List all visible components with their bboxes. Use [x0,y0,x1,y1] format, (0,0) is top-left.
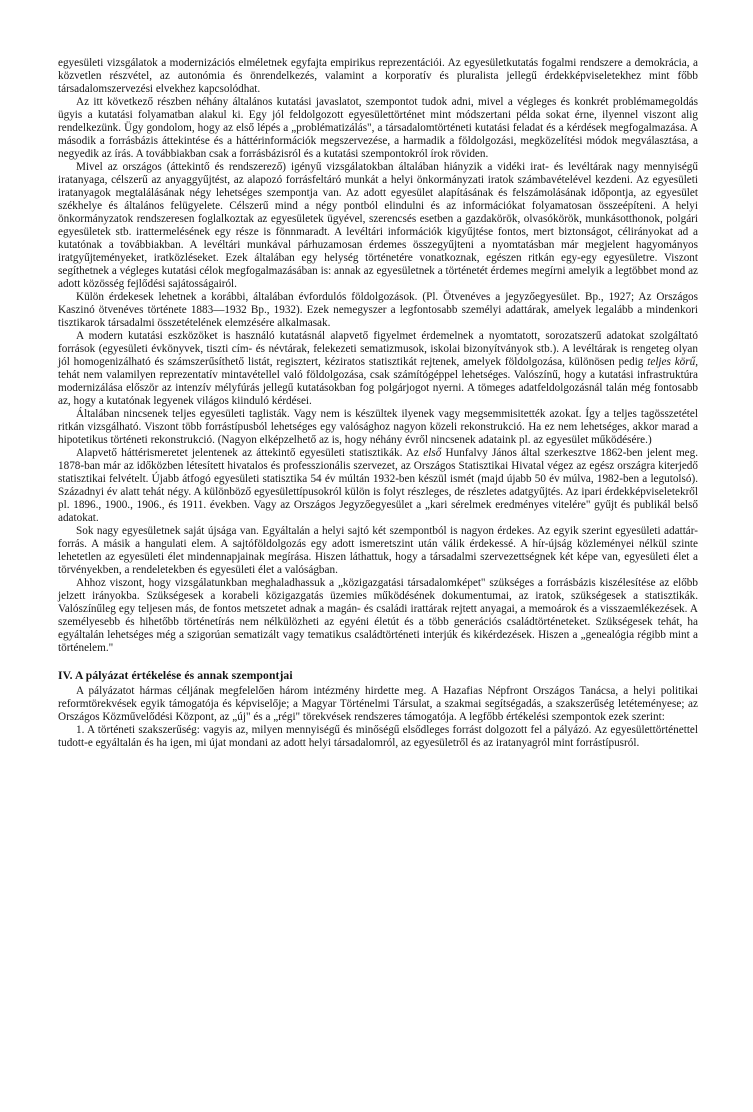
paragraph [58,447,698,525]
paragraph-text: Alapvető háttérismeretet jelentenek az áttekintő egyesületi statisztikák. Az [76,447,424,459]
paragraph: Ahhoz viszont, hogy vizsgálatunkban meghaladhassuk a „közigazgatási társadalomképet" szükséges a forrásbázis kiszélesítése az előbb jelzett irányokba. Szükségesek a korabeli közigazgatás üzemies működésének dokumentumai, az iratok, szükségesek a statisztikák. Valószínűleg egy teljesen más, de fontos metszetet adnak a magán- és családi irattárak rejtett anyagai, a memoárok és a visszaemlékezések. A személyesebb és hihetőbb történetírás nem nélkülözheti az egyéni életút és a több generációs családtörténeteket. Szükségesek tehát, ha egyáltalán lehetséges még a szigorúan sematizált vagy tematikus családtörténeti interjúk és kikérdezések. Hiszen a „genealógia régibb mint a történelem." [58,577,698,654]
emphasized-text: első [423,447,442,459]
paragraph: Külön érdekesek lehetnek a korábbi, általában évfordulós földolgozások. (Pl. Ötvenéves a jegyzőegyesület. Bp., 1927; Az Országos Kaszinó ötvenéves története 1883—1932 Bp., 1932). Ezek nemegyszer a legfontosabb személyi adattárak, amelyek legalább a mindenkori tisztikarok társadalmi összetételének elemzésére alkalmasak. [58,291,698,329]
paragraph: A pályázatot hármas céljának megfelelően három intézmény hirdette meg. A Hazafias Népfront Országos Tanácsa, a helyi politikai reformtörekvések egyik támogatója és képviselője; a Magyar Történelmi Társulat, a szakmai segítségadás, a szakszerűség letéteményese; az Országos Közművelődési Központ, az „új" és a „régi" törekvések rendszeres támogatója. A legfőbb értékelési szempontok ezek szerint: [58,685,698,723]
paragraph-text: Hunfalvy János által szerkesztve 1862-ben jelent meg. 1878-ban már az időközben létesített hivatalos és professzionális szervezet, az Országos Statisztikai Hivatal végez az egész országra kiterjedő statisztikai felvételt. Újabb átfogó egyesületi statisztika 54 év múltán 1932-ben készül ismét (majd újabb 50 év múlva, 1982-ben a legutolsó). Századnyi év alatt tehát négy. A különböző egyesülettípusokról külön is folyt részleges, de részletes adatgyűjtés. Az ipari érdekképviseletekről pl. 1896., 1900., 1906., és 1911. években. Vagy az Országos Jegyzőegyesület a „kari sérelmek eredményes vitelére" gyűjt és publikál belső adatokat. [58,447,699,524]
section-heading: IV. A pályázat értékelése és annak szempontjai [58,669,293,682]
paragraph-text: A modern kutatási eszközöket is használó kutatásnál alapvető figyelmet érdemelnek a nyomtatott, sorozatszerű adatokat szolgáltató források (egyesületi évkönyvek, tiszti cím- és névtárak, felekezeti sematizmusok, iskolai bizonyítványok stb.). A levéltárak is rengeteg olyan jól homogenizálható és számszerűsíthető listát, regisztert, kéziratos statisztikát rejtenek, amelyek földolgozása, különösen pedig [58,330,698,368]
paragraph: Mivel az országos (áttekintő és rendszerező) igényű vizsgálatokban általában hiányzik a vidéki irat- és levéltárak nagy mennyiségű iratanyaga, célszerű az anyaggyűjtést, az alapozó forrásfeltáró munkát a helyi önkormányzati iratok számbavételével kezdeni. Az egyesületi iratanyagok megtalálásának négy lehetséges szempontja van. Az adott egyesület alapításának és felszámolásának időpontja, az egyesület székhelye és általános felügyelete. Célszerű mind a négy pontból elindulni és az információkat folyamatosan összeépíteni. A helyi önkormányzatok rendszeresen foglalkoztak az egyesületek ügyével, szerencsés esetben a gazdakörök, olvasókörök, munkásotthonok, polgári egyesületek stb. irattermelésének egy része is fönnmaradt. A levéltári információk kigyűjtése fontos, mert biztonságot, célirányokat ad a kutatónak a továbbiakban. A levéltári munkával párhuzamosan érdemes összegyűjteni a nyomtatásban már megjelent hagyományos iratgyűjteményeket, iratközléseket. Ezek általában egy helység történetére vonatkoznak, egészen ritkán egy-egy egyesületre. Viszont segíthetnek a végleges kutatási célok megfogalmazásában is: annak az egyesületnek a történetét érdemes megírni amelyik a legtöbbet mond az adott közösség fejlődési sajátosságairól. [58,161,698,290]
paragraph: Általában nincsenek teljes egyesületi taglisták. Vagy nem is készültek ilyenek vagy megsemmisitették azokat. Így a teljes tagösszetétel ritkán vizsgálható. Viszont több forrástípusból lehetséges egy valósághoz nagyon közeli rekonstrukció. Ha ez nem lehetséges, akkor marad a hipotetikus történeti rekonstrukció. (Nagyon elképzelhető az is, hogy néhány évről nincsenek adataink pl. az egyesület működésére.) [58,408,698,446]
paragraph [58,330,698,408]
paragraph: Az itt következő részben néhány általános kutatási javaslatot, szempontot tudok adni, mivel a végleges és konkrét problémamegoldás ügyis a kutatási folyamatban alakul ki. Egy jól feldolgozott egyesülettörténet mint módszertani példa sokat érne, ilyennel viszont alig rendelkezünk. Ügy gondolom, hogy az első lépés a „problématizálás", a társadalomtörténeti kutatási feladat és a kérdések megfogalmazása. A második a forrásbázis áttekintése és a háttérinformációk megszervezése, a harmadik a földolgozási, megközelítési módok megválasztása, a negyedik az írás. A továbbiakban csak a forrásbázisról és a kutatási szempontokról írok röviden. [58,96,698,160]
paragraph-text: , tehát nem valamilyen reprezentatív mintavétellel való földolgozása, csak számítógéppel lehetséges. Valószínű, hogy a kutatási infrastruktúra modernizálása először az intenzív mélyfúrás jellegű kutatásokban fog polgárjogot nyerni. A tömeges adatfeldolgozásnál talán még fontosabb az, hogy a kutatónak legyenek világos kiinduló kérdései. [58,356,699,407]
paragraph: egyesületi vizsgálatok a modernizációs elméletnek egyfajta empirikus reprezentációi. Az egyesületkutatás fogalmi rendszere a demokrácia, a közvetlen részvétel, az autonómia és önrendelkezés, valamint a korporatív és pluralista jellegű érdekképviseletekhez mint főbb társadalomszervezési elvekhez kapcsolódhat. [58,57,698,95]
paragraph: Sok nagy egyesületnek saját újsága van. Egyáltalán a helyi sajtó két szempontból is nagyon érdekes. Az egyik szerint egyesületi adattár-forrás. A másik a hangulati elem. A sajtóföldolgozás egy adott ismeretszint után válik érdekessé. A hír-újság közleményei nélkül szinte lehetetlen az egyesületi élet mindennapjainak megírása. Hiszen láthattuk, hogy a társadalmi szervezettségnek két képe van, egyesületi élet a törvényekben, a rendeletekben és egyesületi élet a valóságban. [58,525,698,576]
paragraph: 1. A történeti szakszerűség: vagyis az, milyen mennyiségű és minőségű elsődleges forrást dolgozott fel a pályázó. Az egyesülettörténettel tudott-e egyáltalán és ha igen, mi újat mondani az adott helyi társadalomról, az egyesületről és az iratanyagról mint forrástípusról. [58,724,698,749]
emphasized-text: teljes körű [647,356,696,368]
document-page [58,57,698,750]
